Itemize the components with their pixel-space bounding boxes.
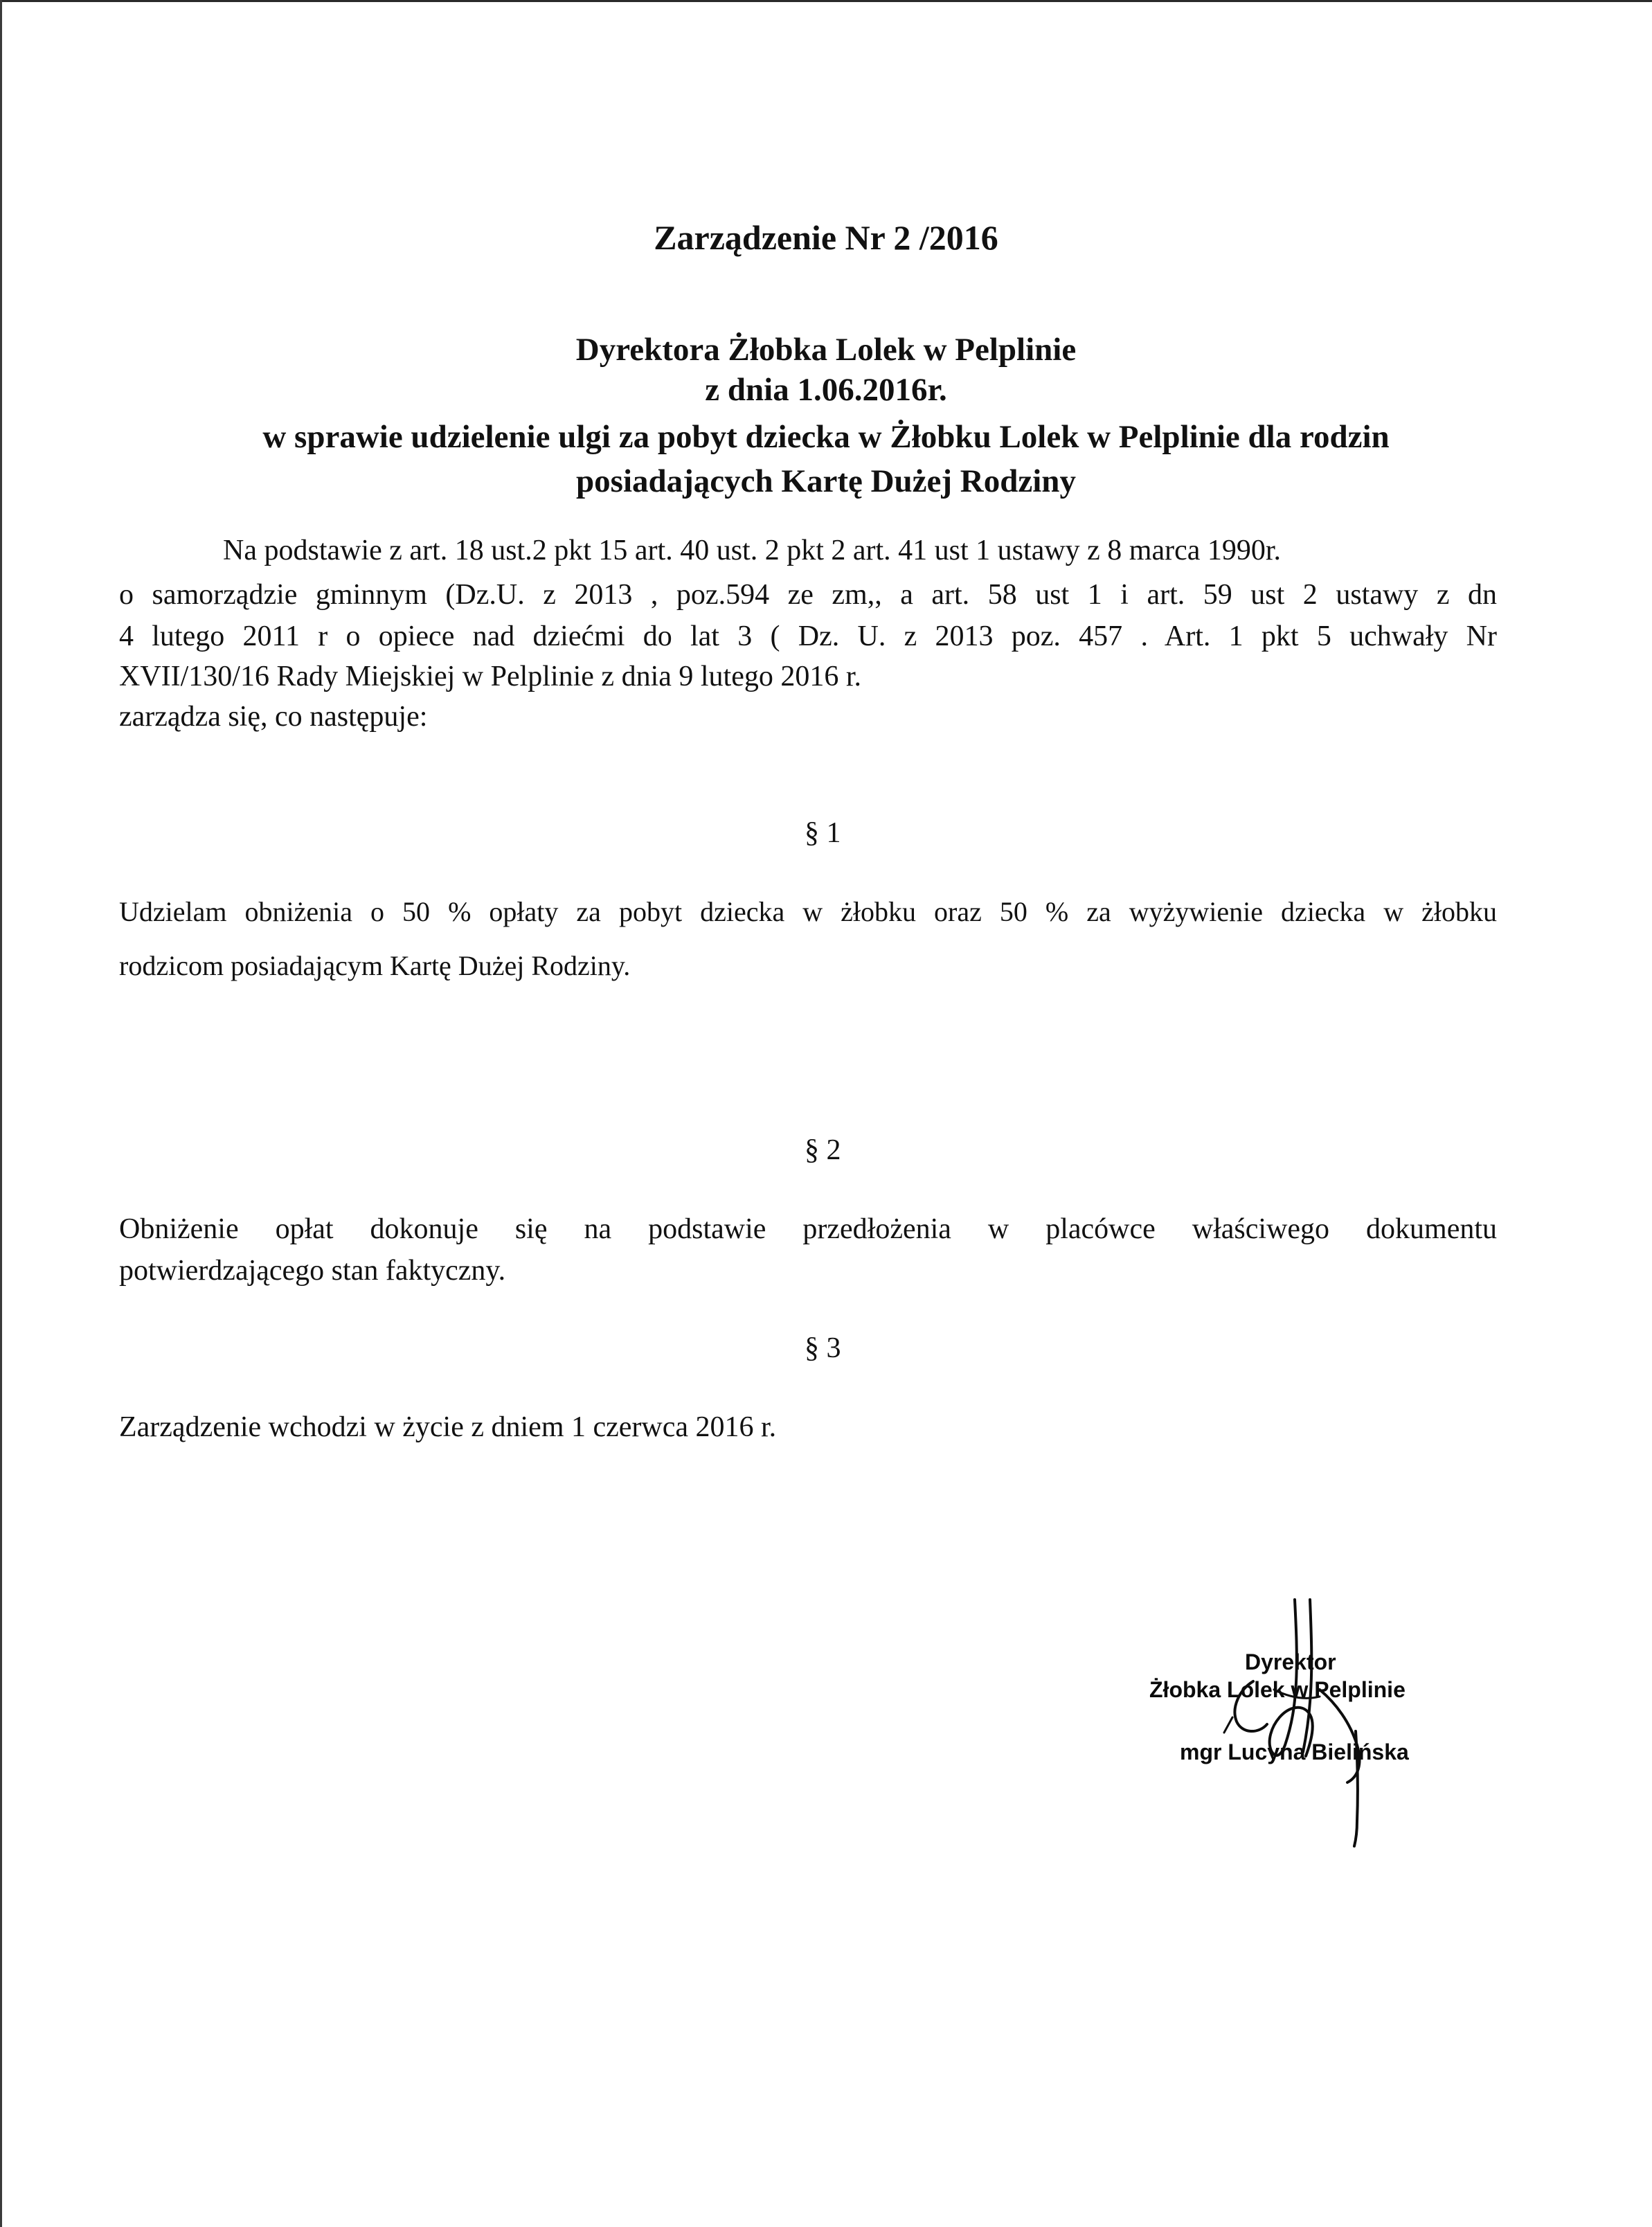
preamble-line-4: XVII/130/16 Rady Miejskiej w Pelplinie z dnia 9 lutego 2016 r. [119, 661, 862, 692]
section-3-line-1: Zarządzenie wchodzi w życie z dniem 1 czerwca 2016 r. [119, 1411, 777, 1443]
preamble-line-3: 4 lutego 2011 r o opiece nad dziećmi do lat 3 ( Dz. U. z 2013 poz. 457 . Art. 1 pkt 5 uchwały Nr [119, 620, 1497, 652]
preamble-line-5: zarządza się, co następuje: [119, 701, 428, 733]
section-2-line-2: potwierdzającego stan faktyczny. [119, 1255, 506, 1287]
stamp-line-name: mgr Lucyna Bielińska [1180, 1739, 1409, 1764]
section-2-mark: § 2 [805, 1134, 841, 1166]
preamble-line-1: Na podstawie z art. 18 ust.2 pkt 15 art. 40 ust. 2 pkt 2 art. 41 ust 1 ustawy z 8 marca 1990r. [223, 535, 1282, 566]
director-stamp-signature [1149, 1586, 1454, 1863]
preamble-line-2: o samorządzie gminnym (Dz.U. z 2013 , poz.594 ze zm,, a art. 58 ust 1 i art. 59 ust 2 ustawy z dn [119, 579, 1497, 611]
section-1-mark: § 1 [805, 817, 841, 849]
document-subtitle-subject: w sprawie udzielenie ulgi za pobyt dziecka w Żłobku Lolek w Pelplinie dla rodzin [262, 419, 1390, 455]
page-scan-edge-top [0, 0, 1652, 2]
document-subtitle-date: z dnia 1.06.2016r. [705, 372, 947, 408]
section-2-line-1: Obniżenie opłat dokonuje się na podstawie przedłożenia w placówce właściwego dokumentu [119, 1213, 1497, 1245]
document-subtitle-issuer: Dyrektora Żłobka Lolek w Pelplinie [575, 332, 1077, 368]
stamp-line-title: Dyrektor [1245, 1649, 1336, 1674]
section-3-mark: § 3 [805, 1332, 841, 1364]
section-1-line-2: rodzicom posiadającym Kartę Dużej Rodziny. [119, 950, 631, 981]
section-1-line-1: Udzielam obniżenia o 50 % opłaty za pobyt dziecka w żłobku oraz 50 % za wyżywienie dziecka w żłobku [119, 896, 1497, 927]
stamp-line-institution: Żłobka Lolek w Pelplinie [1149, 1677, 1406, 1702]
handwritten-signature [1149, 1586, 1454, 1863]
document-subtitle-subject-cont: posiadających Kartę Dużej Rodziny [576, 463, 1076, 499]
document-title: Zarządzenie Nr 2 /2016 [654, 218, 998, 257]
